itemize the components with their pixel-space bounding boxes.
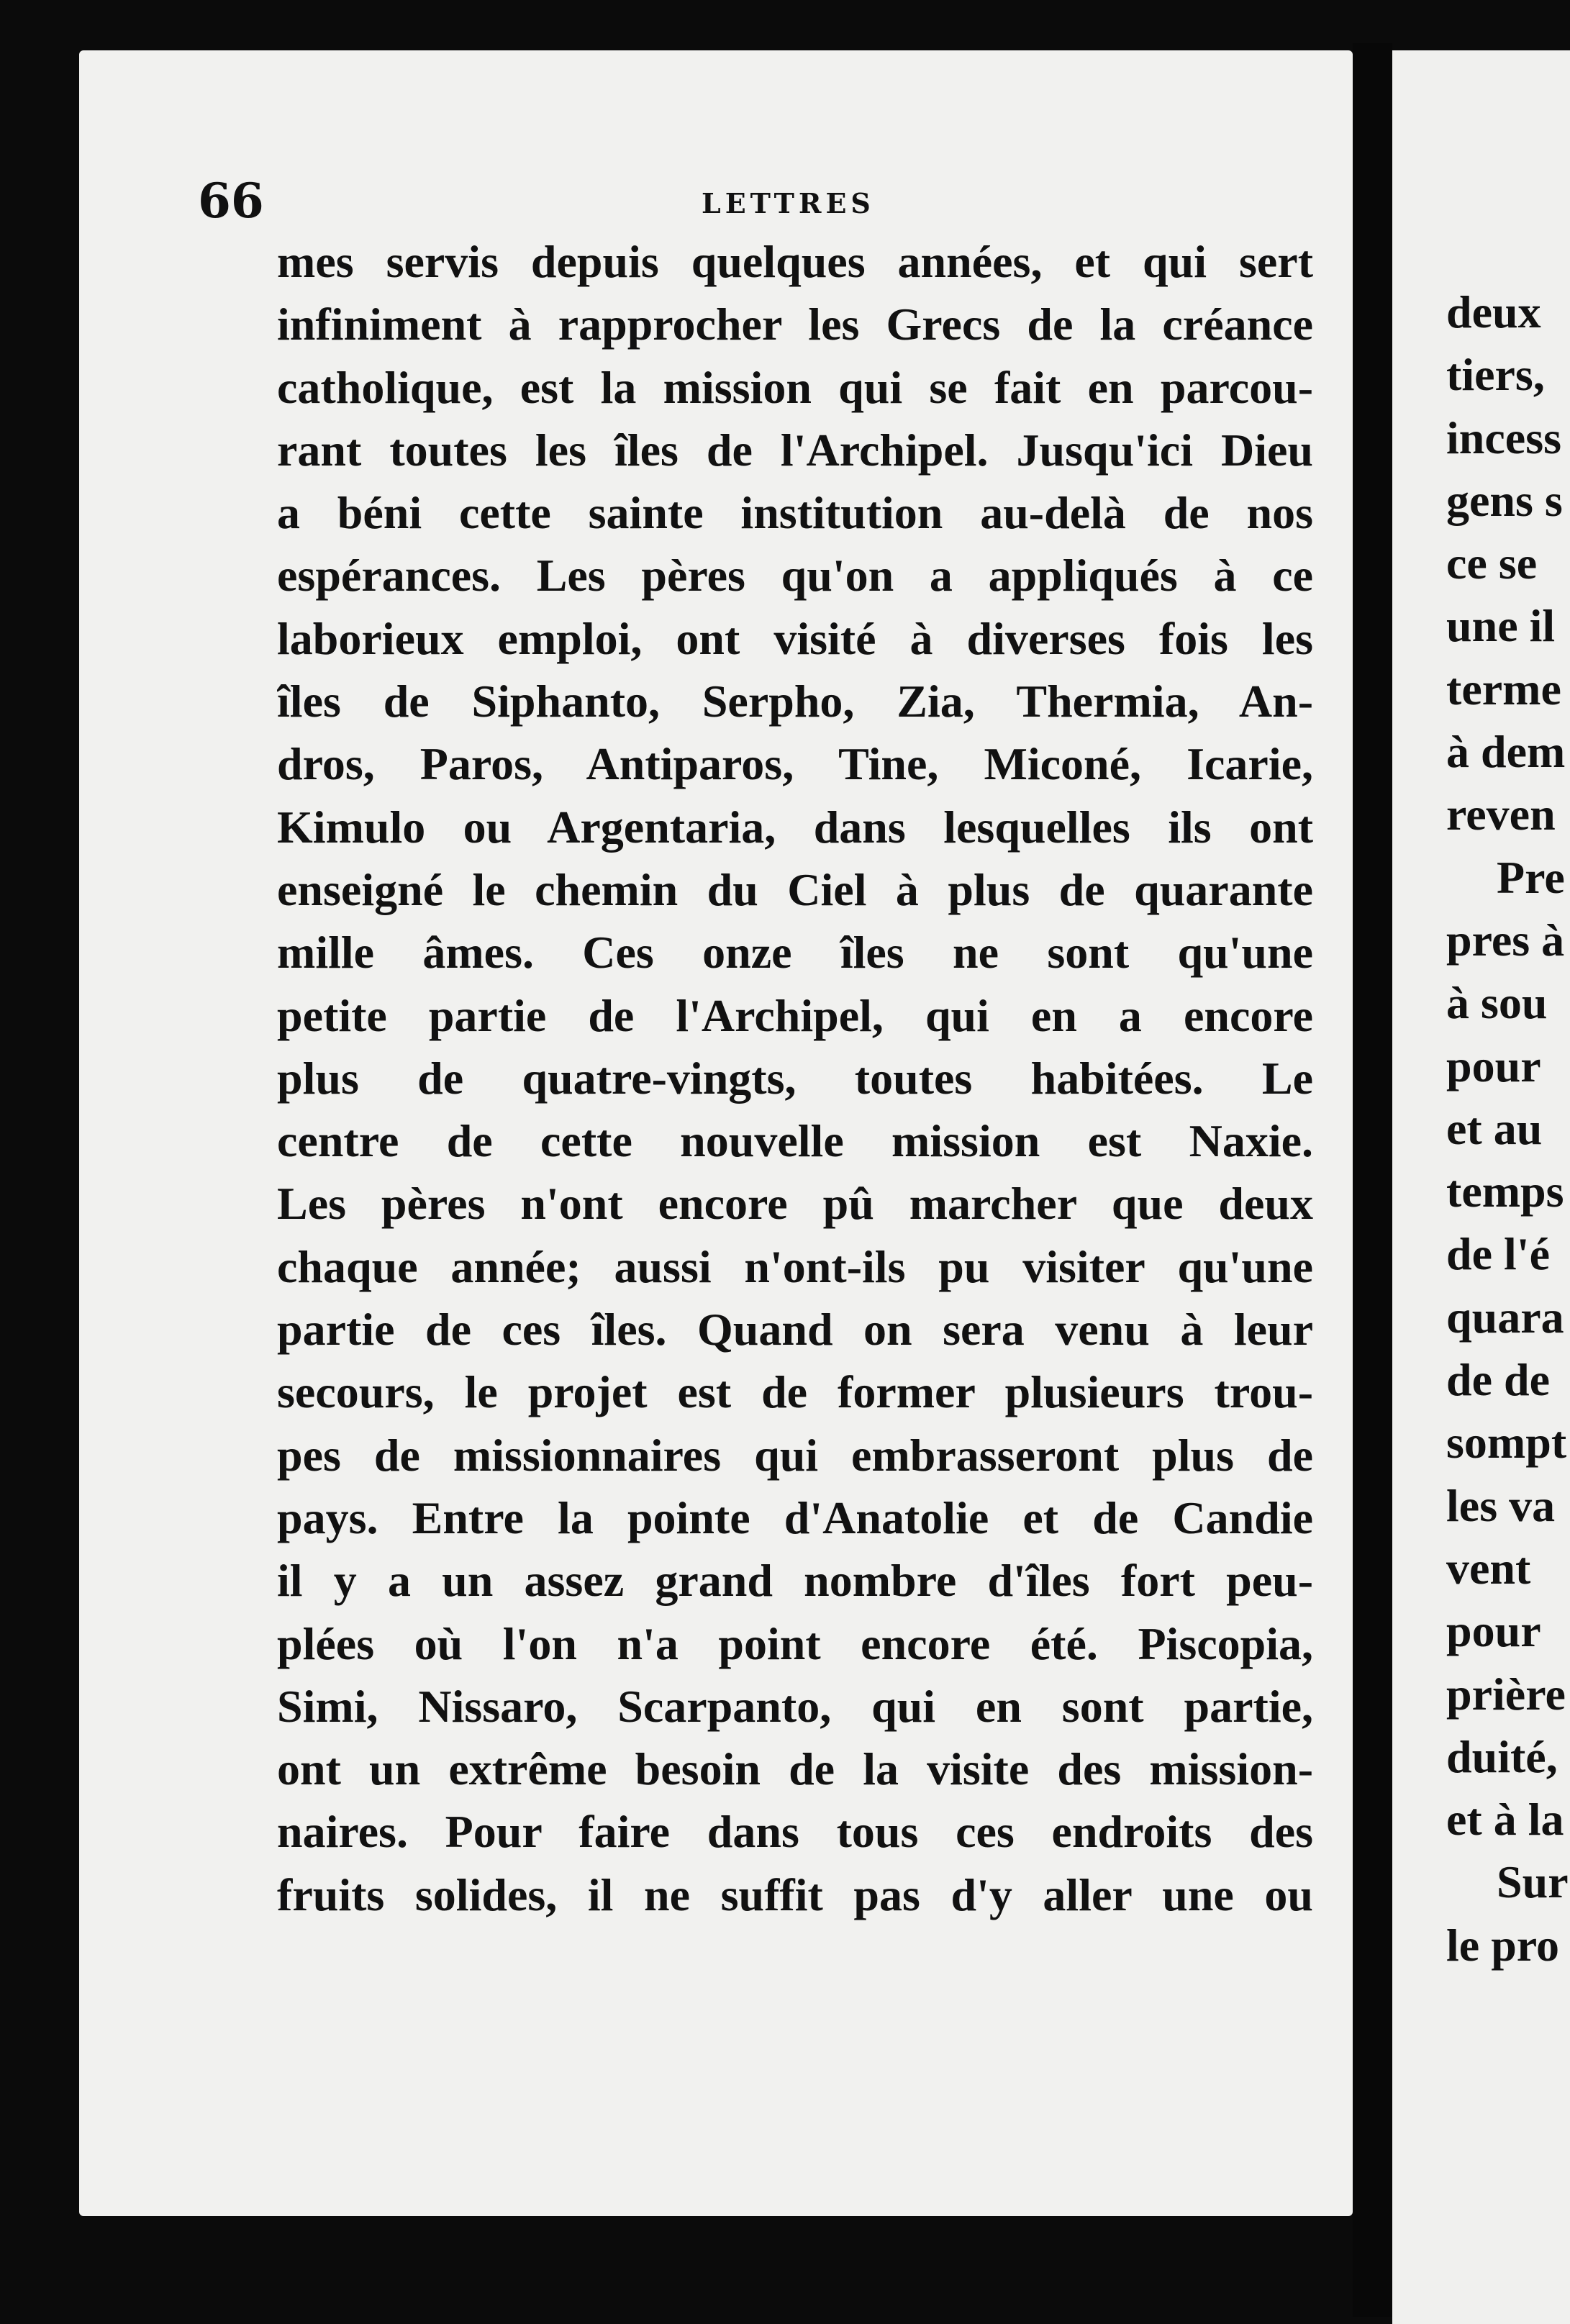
right-page-partial <box>1392 50 1570 2324</box>
text-line: vent <box>1446 1542 1531 1594</box>
text-line: partie de ces îles. Quand on sera venu à leur <box>277 1304 1313 1356</box>
text-line: petite partie de l'Archipel, qui en a encore <box>277 989 1313 1041</box>
running-title: LETTRES <box>702 187 875 219</box>
text-line: duité, <box>1446 1730 1558 1782</box>
text-line: Kimulo ou Argentaria, dans lesquelles ils ont <box>277 801 1313 853</box>
text-line: et au <box>1446 1102 1543 1154</box>
text-line: îles de Siphanto, Serpho, Zia, Thermia, An- <box>277 676 1313 727</box>
text-line: chaque année; aussi n'ont-ils pu visiter qu'une <box>277 1240 1313 1292</box>
text-line: laborieux emploi, ont visité à diverses fois les <box>277 612 1313 664</box>
text-line: centre de cette nouvelle mission est Naxie. <box>277 1115 1313 1167</box>
text-line: temps <box>1446 1166 1564 1217</box>
text-line: à dem <box>1446 726 1566 778</box>
text-line: tiers, <box>1446 349 1545 401</box>
text-line: ont un extrême besoin de la visite des mission- <box>277 1743 1313 1795</box>
text-line: espérances. Les pères qu'on a appliqués à ce <box>277 550 1313 602</box>
text-line: une il <box>1446 600 1556 652</box>
text-line: mille âmes. Ces onze îles ne sont qu'une <box>277 927 1313 979</box>
text-line: il y a un assez grand nombre d'îles fort peu- <box>277 1555 1313 1607</box>
text-line: Sur <box>1497 1856 1569 1908</box>
text-line: terme <box>1446 663 1561 714</box>
text-line: mes servis depuis quelques années, et qui sert <box>277 236 1313 287</box>
text-line: naires. Pour faire dans tous ces endroits des <box>277 1806 1313 1858</box>
text-line: et à la <box>1446 1794 1564 1846</box>
text-line: catholique, est la mission qui se fait en parcou- <box>277 361 1313 413</box>
text-line: à sou <box>1446 977 1548 1029</box>
text-line: Pre <box>1497 851 1565 903</box>
text-line: deux <box>1446 286 1541 337</box>
text-line: rant toutes les îles de l'Archipel. Jusqu'ici Dieu <box>277 424 1313 476</box>
text-line: enseigné le chemin du Ciel à plus de quarante <box>277 863 1313 915</box>
text-line: Les pères n'ont encore pû marcher que deux <box>277 1178 1313 1230</box>
text-line: Simi, Nissaro, Scarpanto, qui en sont partie, <box>277 1680 1313 1732</box>
text-line: fruits solides, il ne suffit pas d'y aller une ou <box>277 1869 1313 1920</box>
text-line: les va <box>1446 1479 1556 1531</box>
right-page-body-text <box>1446 281 1570 1976</box>
text-line: le pro <box>1446 1919 1560 1971</box>
text-line: pres à <box>1446 914 1565 966</box>
page-number: 66 <box>198 173 264 229</box>
text-line: pays. Entre la pointe d'Anatolie et de Candie <box>277 1492 1313 1543</box>
text-line: sompt <box>1446 1417 1567 1469</box>
text-line: reven <box>1446 789 1556 840</box>
text-line: incess <box>1446 412 1561 463</box>
text-line: ce se <box>1446 537 1538 589</box>
text-line: de l'é <box>1446 1228 1550 1280</box>
text-line: dros, Paros, Antiparos, Tine, Miconé, Icarie, <box>277 738 1313 790</box>
text-line: pour <box>1446 1040 1541 1091</box>
text-line: infiniment à rapprocher les Grecs de la créance <box>277 299 1313 350</box>
text-line: de de <box>1446 1354 1550 1406</box>
book-gutter <box>1353 43 1392 2317</box>
text-line: pour <box>1446 1605 1541 1657</box>
text-line: gens s <box>1446 474 1563 526</box>
left-page-body-text <box>277 230 1313 1926</box>
page-header <box>198 173 1320 230</box>
text-line: secours, le projet est de former plusieurs trou- <box>277 1366 1313 1418</box>
text-line: pes de missionnaires qui embrasseront plus de <box>277 1429 1313 1481</box>
text-line: plus de quatre-vingts, toutes habitées. Le <box>277 1052 1313 1104</box>
text-line: plées où l'on n'a point encore été. Piscopia, <box>277 1617 1313 1669</box>
text-line: quara <box>1446 1291 1564 1343</box>
text-line: prière <box>1446 1668 1566 1720</box>
text-line: a béni cette sainte institution au-delà de nos <box>277 487 1313 539</box>
